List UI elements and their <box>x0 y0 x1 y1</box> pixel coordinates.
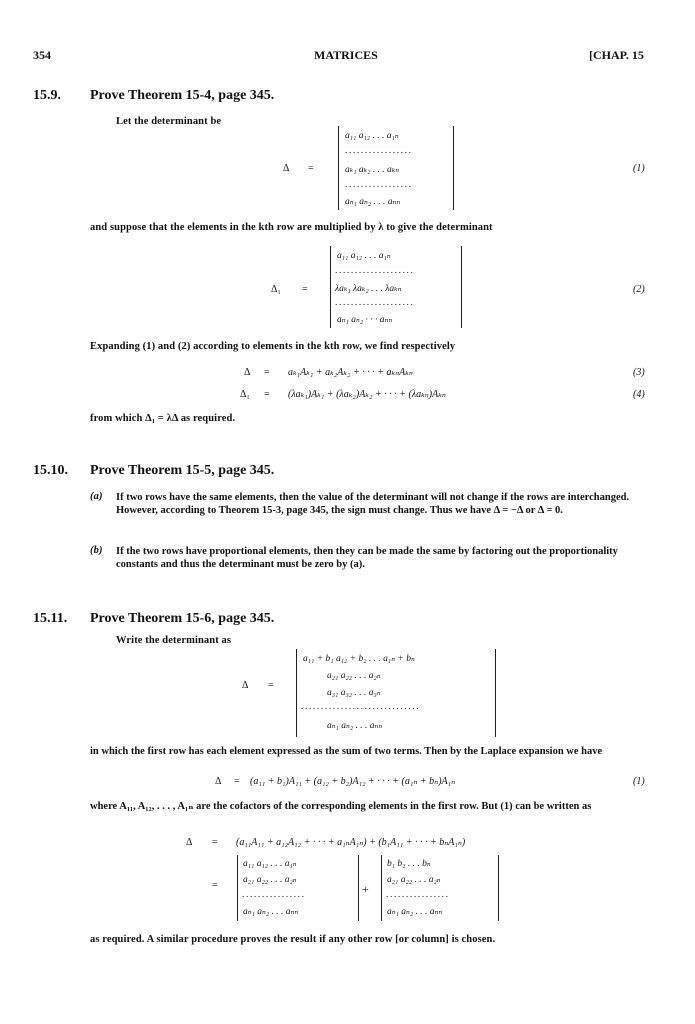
p9-from-which: from which Δ₁ = λΔ as required. <box>90 413 236 424</box>
p11-eq3-equals: = <box>212 880 218 891</box>
p9-eq-number-3: (3) <box>633 367 645 378</box>
det2-row-n: aₙ₁ aₙ₂ · · · aₙₙ <box>337 315 393 325</box>
det1-dots-1: ................. <box>345 146 413 156</box>
p11-determinant-a <box>237 855 359 921</box>
page-number: 354 <box>33 48 51 62</box>
p10-a-text: If two rows have the same elements, then the value of the determinant will not change if the rows are interchanged. However, according to Theorem 15-3, page 345, the sign must change. Thus we have Δ = −Δ or Δ = 0. <box>116 492 630 516</box>
p11-determinant-b <box>381 855 499 921</box>
p11-closing: as required. A similar procedure proves the result if any other row [or column] is chosen. <box>90 934 496 945</box>
problem-15-10-number: 15.10. <box>33 463 68 478</box>
p9-determinant-1 <box>338 126 454 210</box>
detB-row-n: aₙ₁ aₙ₂ . . . aₙₙ <box>387 907 443 917</box>
det2-row-k: λaₖ₁ λaₖ₂ . . . λaₖₙ <box>335 284 402 294</box>
p11-det-dots: .............................. <box>301 702 421 712</box>
p9-delta: Δ <box>283 163 290 174</box>
p11-det-row-3: a₃₁ a₃₂ . . . a₃ₙ <box>327 688 381 698</box>
p9-eq3-equals: = <box>264 367 270 378</box>
p10-b-label: (b) <box>90 545 103 556</box>
p11-eq2-rhs: (a₁₁A₁₁ + a₁₂A₁₂ + · · · + a₁ₙA₁ₙ) + (b₁A₁₁ + · · · + bₙA₁ₙ) <box>236 837 466 848</box>
p11-delta: Δ <box>242 680 249 691</box>
p9-delta1: Δ₁ <box>271 284 281 295</box>
p11-eq2-lhs: Δ <box>186 837 193 848</box>
p9-equals-2: = <box>302 284 308 295</box>
detB-row-1: b₁ b₂ . . . bₙ <box>387 859 431 869</box>
p11-eq1-equals: = <box>234 776 240 787</box>
p11-eq1-lhs: Δ <box>215 776 222 787</box>
detA-dots: ................ <box>242 890 306 900</box>
det2-dots-2: .................... <box>335 298 415 308</box>
problem-15-9-number: 15.9. <box>33 88 61 103</box>
p11-in-which: in which the first row has each element expressed as the sum of two terms. Then by the Laplace expansion we have <box>90 746 603 757</box>
p9-eq4-rhs: (λaₖ₁)Aₖ₁ + (λaₖ₂)Aₖ₂ + · · · + (λaₖₙ)Aₖₙ <box>288 389 446 400</box>
p9-eq3-lhs: Δ <box>244 367 251 378</box>
chapter-label: [CHAP. 15 <box>589 48 644 62</box>
det1-row-n: aₙ₁ aₙ₂ . . . aₙₙ <box>345 197 401 207</box>
detB-row-2: a₂₁ a₂₂ . . . a₂ₙ <box>387 875 441 885</box>
p11-determinant <box>296 649 496 737</box>
p9-eq4-lhs: Δ₁ <box>240 389 250 400</box>
det2-dots-1: .................... <box>335 266 415 276</box>
p11-eq-number-1: (1) <box>633 776 645 787</box>
p11-eq2-equals: = <box>212 837 218 848</box>
p11-det-row-2: a₂₁ a₂₂ . . . a₂ₙ <box>327 671 381 681</box>
det1-dots-2: ................. <box>345 180 413 190</box>
p11-eq1-rhs: (a₁₁ + b₁)A₁₁ + (a₁₂ + b₂)A₁₂ + · · · + (a₁ₙ + bₙ)A₁ₙ <box>250 776 456 787</box>
p11-where: where A₁₁, A₁₂, . . . , A₁ₙ are the cofactors of the corresponding elements in the first row. But (1) can be written as <box>90 801 592 812</box>
p11-det-row-1: a₁₁ + b₁ a₁₂ + b₂ . . . a₁ₙ + bₙ <box>303 654 415 664</box>
p9-eq-number-2: (2) <box>633 284 645 295</box>
detB-dots: ................ <box>386 890 450 900</box>
p9-eq-number-1: (1) <box>633 163 645 174</box>
p10-a-label: (a) <box>90 491 103 502</box>
p11-det-row-n: aₙ₁ aₙ₂ . . . aₙₙ <box>327 721 383 731</box>
p9-suppose: and suppose that the elements in the kth row are multiplied by λ to give the determinant <box>90 222 493 233</box>
p9-equals: = <box>308 163 314 174</box>
p9-determinant-2 <box>330 246 462 328</box>
problem-15-11-number: 15.11. <box>33 611 68 626</box>
p11-plus: + <box>362 882 369 896</box>
det1-row-1: a₁₁ a₁₂ . . . a₁ₙ <box>345 131 399 141</box>
problem-15-11-title: Prove Theorem 15-6, page 345. <box>90 611 275 626</box>
p9-eq-number-4: (4) <box>633 389 645 400</box>
p9-intro: Let the determinant be <box>116 116 222 127</box>
p11-equals: = <box>268 680 274 691</box>
det1-row-k: aₖ₁ aₖ₂ . . . aₖₙ <box>345 165 400 175</box>
p9-expanding: Expanding (1) and (2) according to elements in the kth row, we find respectively <box>90 341 456 352</box>
p11-intro: Write the determinant as <box>116 635 232 646</box>
problem-15-9-title: Prove Theorem 15-4, page 345. <box>90 88 275 103</box>
det2-row-1: a₁₁ a₁₂ . . . a₁ₙ <box>337 251 391 261</box>
detA-row-1: a₁₁ a₁₂ . . . a₁ₙ <box>243 859 297 869</box>
p9-eq4-equals: = <box>264 389 270 400</box>
running-title: MATRICES <box>314 48 378 62</box>
detA-row-2: a₂₁ a₂₂ . . . a₂ₙ <box>243 875 297 885</box>
problem-15-10-title: Prove Theorem 15-5, page 345. <box>90 463 275 478</box>
detA-row-n: aₙ₁ aₙ₂ . . . aₙₙ <box>243 907 299 917</box>
p9-eq3-rhs: aₖ₁Aₖ₁ + aₖ₂Aₖ₂ + · · · + aₖₙAₖₙ <box>288 367 413 378</box>
p10-b-text: If the two rows have proportional elements, then they can be made the same by factoring out the proportionality constants and thus the determinant must be zero by (a). <box>116 546 618 570</box>
